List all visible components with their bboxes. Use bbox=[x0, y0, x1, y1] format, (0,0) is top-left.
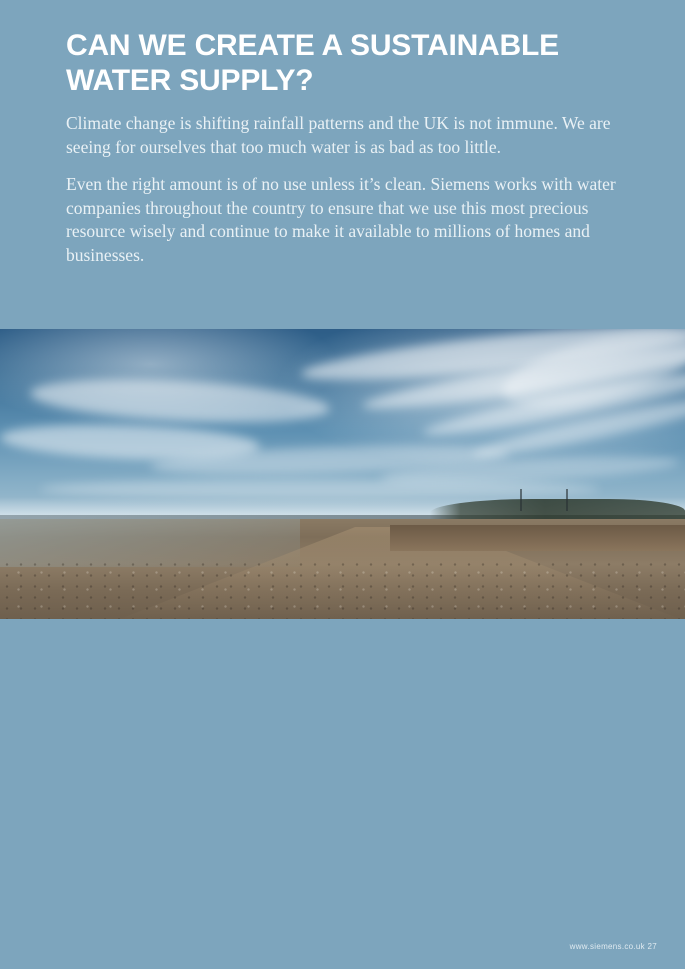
pebble-texture bbox=[0, 559, 685, 619]
page-title: CAN WE CREATE A SUSTAINABLE WATER SUPPLY? bbox=[66, 29, 559, 97]
beach-panorama-image bbox=[0, 329, 685, 619]
body-paragraph-1: Climate change is shifting rainfall patterns and the UK is not immune. We are seeing for ourselves that too much water is as bad as too little. bbox=[66, 113, 611, 157]
treeline bbox=[430, 499, 685, 519]
pebble-ridge bbox=[390, 525, 685, 551]
footer-credit: www.siemens.co.uk 27 bbox=[569, 942, 657, 951]
text-block bbox=[66, 28, 656, 281]
body-paragraph-2: Even the right amount is of no use unless it’s clean. Siemens works with water companies throughout the country to ensure that we use this most precious resource wisely and continue to make it available to millions of homes and businesses. bbox=[66, 174, 616, 265]
cloud-streak bbox=[40, 479, 600, 499]
utility-pole bbox=[520, 489, 522, 511]
utility-pole bbox=[566, 489, 568, 511]
